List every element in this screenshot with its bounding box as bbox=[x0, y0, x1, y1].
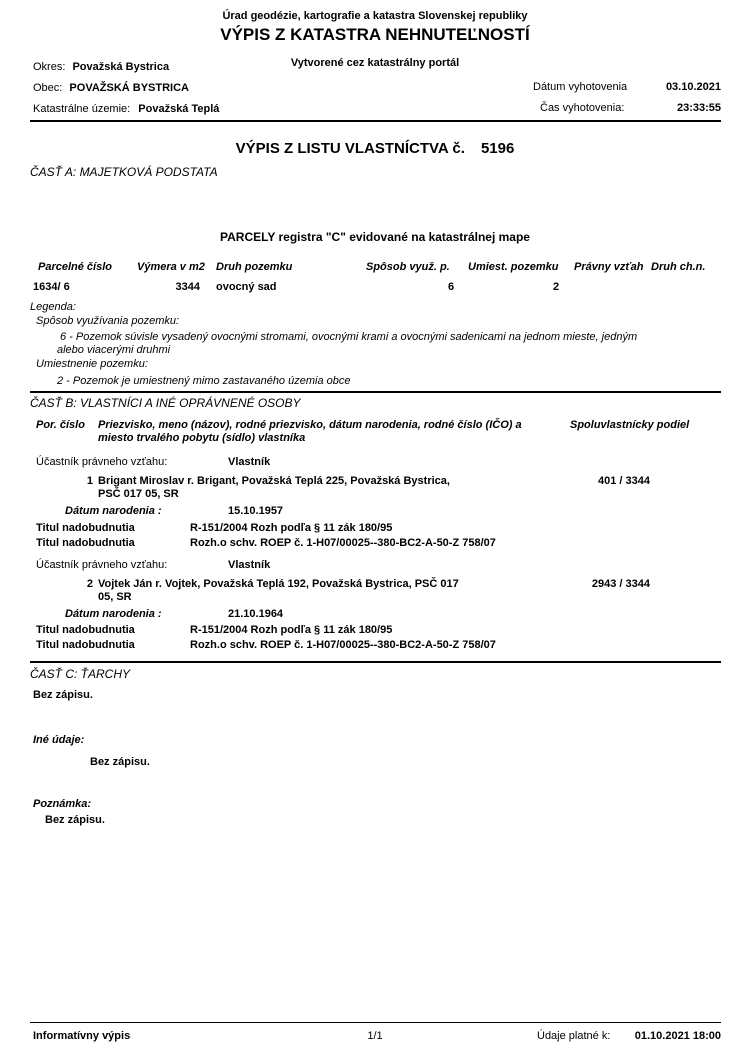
col-parcel-number: Parcelné číslo bbox=[38, 261, 112, 273]
header-divider bbox=[30, 120, 721, 122]
cell-usage: 6 bbox=[448, 281, 455, 293]
part-b-divider bbox=[30, 391, 721, 393]
parcels-section-title: PARCELY registra "C" evidované na katastrálnej mape bbox=[220, 230, 530, 244]
footer-divider bbox=[30, 1022, 721, 1023]
issue-time-label: Čas vyhotovenia: bbox=[540, 102, 625, 114]
acquisition-title-label: Titul nadobudnutia bbox=[36, 624, 135, 636]
owner-name-line2: PSČ 017 05, SR bbox=[98, 488, 179, 500]
participant-label: Účastník právneho vzťahu: bbox=[36, 456, 168, 468]
col-location: Umiest. pozemku bbox=[468, 261, 559, 273]
birth-date-value: 15.10.1957 bbox=[228, 505, 284, 517]
owner-name-line2: 05, SR bbox=[98, 591, 132, 603]
created-via-note: Vytvorené cez katastrálny portál bbox=[290, 57, 460, 69]
part-c-heading: ČASŤ C: ŤARCHY bbox=[30, 667, 131, 681]
acquisition-title-label: Titul nadobudnutia bbox=[36, 639, 135, 651]
participant-type: Vlastník bbox=[228, 456, 271, 468]
cadastral-area-row bbox=[33, 103, 219, 116]
owner-name-line1: Brigant Miroslav r. Brigant, Považská Teplá 225, Považská Bystrica, bbox=[98, 475, 450, 487]
cell-parcel-number: 1634/ 6 bbox=[33, 281, 70, 293]
municipality-label: Obec: bbox=[33, 82, 63, 94]
other-data-label: Iné údaje: bbox=[33, 734, 85, 746]
birth-date-label: Dátum narodenia : bbox=[65, 505, 162, 517]
cell-area: 3344 bbox=[175, 281, 200, 293]
col-area: Výmera v m2 bbox=[137, 261, 205, 273]
footer-valid-value: 01.10.2021 18:00 bbox=[634, 1030, 721, 1042]
issue-date-value: 03.10.2021 bbox=[665, 81, 721, 93]
legend-location-title: Umiestnenie pozemku: bbox=[36, 358, 148, 370]
cell-location: 2 bbox=[553, 281, 560, 293]
issue-time-row bbox=[540, 102, 721, 115]
other-data-value: Bez zápisu. bbox=[90, 756, 150, 768]
owner-share: 2943 / 3344 bbox=[591, 578, 650, 590]
cadastral-area-label: Katastrálne územie: bbox=[33, 103, 131, 115]
acquisition-title-value: Rozh.o schv. ROEP č. 1-H07/00025--380-BC2-A-50-Z 758/07 bbox=[190, 639, 496, 651]
footer-page-number: 1/1 bbox=[367, 1030, 383, 1042]
cell-land-type: ovocný sad bbox=[216, 281, 277, 293]
cadastral-area-value: Považská Teplá bbox=[138, 103, 220, 115]
part-a-heading: ČASŤ A: MAJETKOVÁ PODSTATA bbox=[30, 165, 218, 179]
col-protection-type: Druh ch.n. bbox=[651, 261, 706, 273]
footer-valid-label: Údaje platné k: bbox=[537, 1030, 611, 1042]
acquisition-title-value: Rozh.o schv. ROEP č. 1-H07/00025--380-BC2-A-50-Z 758/07 bbox=[190, 537, 496, 549]
col-seq-number: Por. číslo bbox=[36, 419, 85, 431]
acquisition-title-value: R-151/2004 Rozh podľa § 11 zák 180/95 bbox=[190, 624, 393, 636]
note-value: Bez zápisu. bbox=[45, 814, 105, 826]
encumbrances-no-entry: Bez zápisu. bbox=[33, 689, 93, 701]
issue-date-label: Dátum vyhotovenia bbox=[533, 81, 628, 93]
owner-name-line1: Vojtek Ján r. Vojtek, Považská Teplá 192, Považská Bystrica, PSČ 017 bbox=[98, 578, 459, 590]
owner-seq: 2 bbox=[86, 578, 93, 590]
col-legal-relation: Právny vzťah bbox=[574, 261, 644, 273]
district-label: Okres: bbox=[33, 61, 66, 73]
birth-date-label: Dátum narodenia : bbox=[65, 608, 162, 620]
acquisition-title-label: Titul nadobudnutia bbox=[36, 522, 135, 534]
issue-date-row bbox=[533, 81, 721, 94]
part-b-heading: ČASŤ B: VLASTNÍCI A INÉ OPRÁVNENÉ OSOBY bbox=[30, 396, 301, 410]
acquisition-title-value: R-151/2004 Rozh podľa § 11 zák 180/95 bbox=[190, 522, 393, 534]
municipality-row bbox=[33, 82, 189, 95]
col-land-type: Druh pozemku bbox=[216, 261, 293, 273]
col-ownership-share: Spoluvlastnícky podiel bbox=[570, 419, 690, 431]
legend-title: Legenda: bbox=[30, 301, 76, 313]
page-title: VÝPIS Z KATASTRA NEHNUTEĽNOSTÍ bbox=[220, 25, 530, 44]
document-number: 5196 bbox=[480, 140, 515, 157]
legend-location-item: 2 - Pozemok je umiestnený mimo zastavaného územia obce bbox=[57, 375, 351, 387]
legend-usage-item-line2: alebo viacerými druhmi bbox=[57, 344, 171, 356]
participant-label: Účastník právneho vzťahu: bbox=[36, 559, 168, 571]
legend-usage-item-line1: 6 - Pozemok súvisle vysadený ovocnými stromami, ovocnými krami a ovocnými sadenicami na jednom mieste, jedným bbox=[60, 331, 638, 343]
acquisition-title-label: Titul nadobudnutia bbox=[36, 537, 135, 549]
owner-share: 401 / 3344 bbox=[598, 475, 650, 487]
part-c-divider bbox=[30, 661, 721, 663]
col-owner-name-line2: miesto trvalého pobytu (sídlo) vlastníka bbox=[98, 432, 306, 444]
footer-doc-type: Informatívny výpis bbox=[33, 1030, 131, 1042]
document-title: VÝPIS Z LISTU VLASTNÍCTVA č. bbox=[235, 140, 465, 157]
col-usage: Spôsob využ. p. bbox=[366, 261, 450, 273]
legend-usage-title: Spôsob využívania pozemku: bbox=[36, 315, 180, 327]
birth-date-value: 21.10.1964 bbox=[228, 608, 284, 620]
district-value: Považská Bystrica bbox=[72, 61, 170, 73]
owner-seq: 1 bbox=[86, 475, 93, 487]
issue-time-value: 23:33:55 bbox=[676, 102, 721, 114]
participant-type: Vlastník bbox=[228, 559, 271, 571]
col-owner-name-line1: Priezvisko, meno (názov), rodné priezvisko, dátum narodenia, rodné číslo (IČO) a bbox=[98, 419, 522, 431]
note-label: Poznámka: bbox=[33, 798, 92, 810]
footer-valid-row bbox=[537, 1030, 721, 1043]
authority-name: Úrad geodézie, kartografie a katastra Slovenskej republiky bbox=[222, 10, 528, 22]
document-title-row bbox=[0, 140, 750, 157]
municipality-value: POVAŽSKÁ BYSTRICA bbox=[69, 82, 190, 94]
district-row bbox=[33, 61, 169, 74]
